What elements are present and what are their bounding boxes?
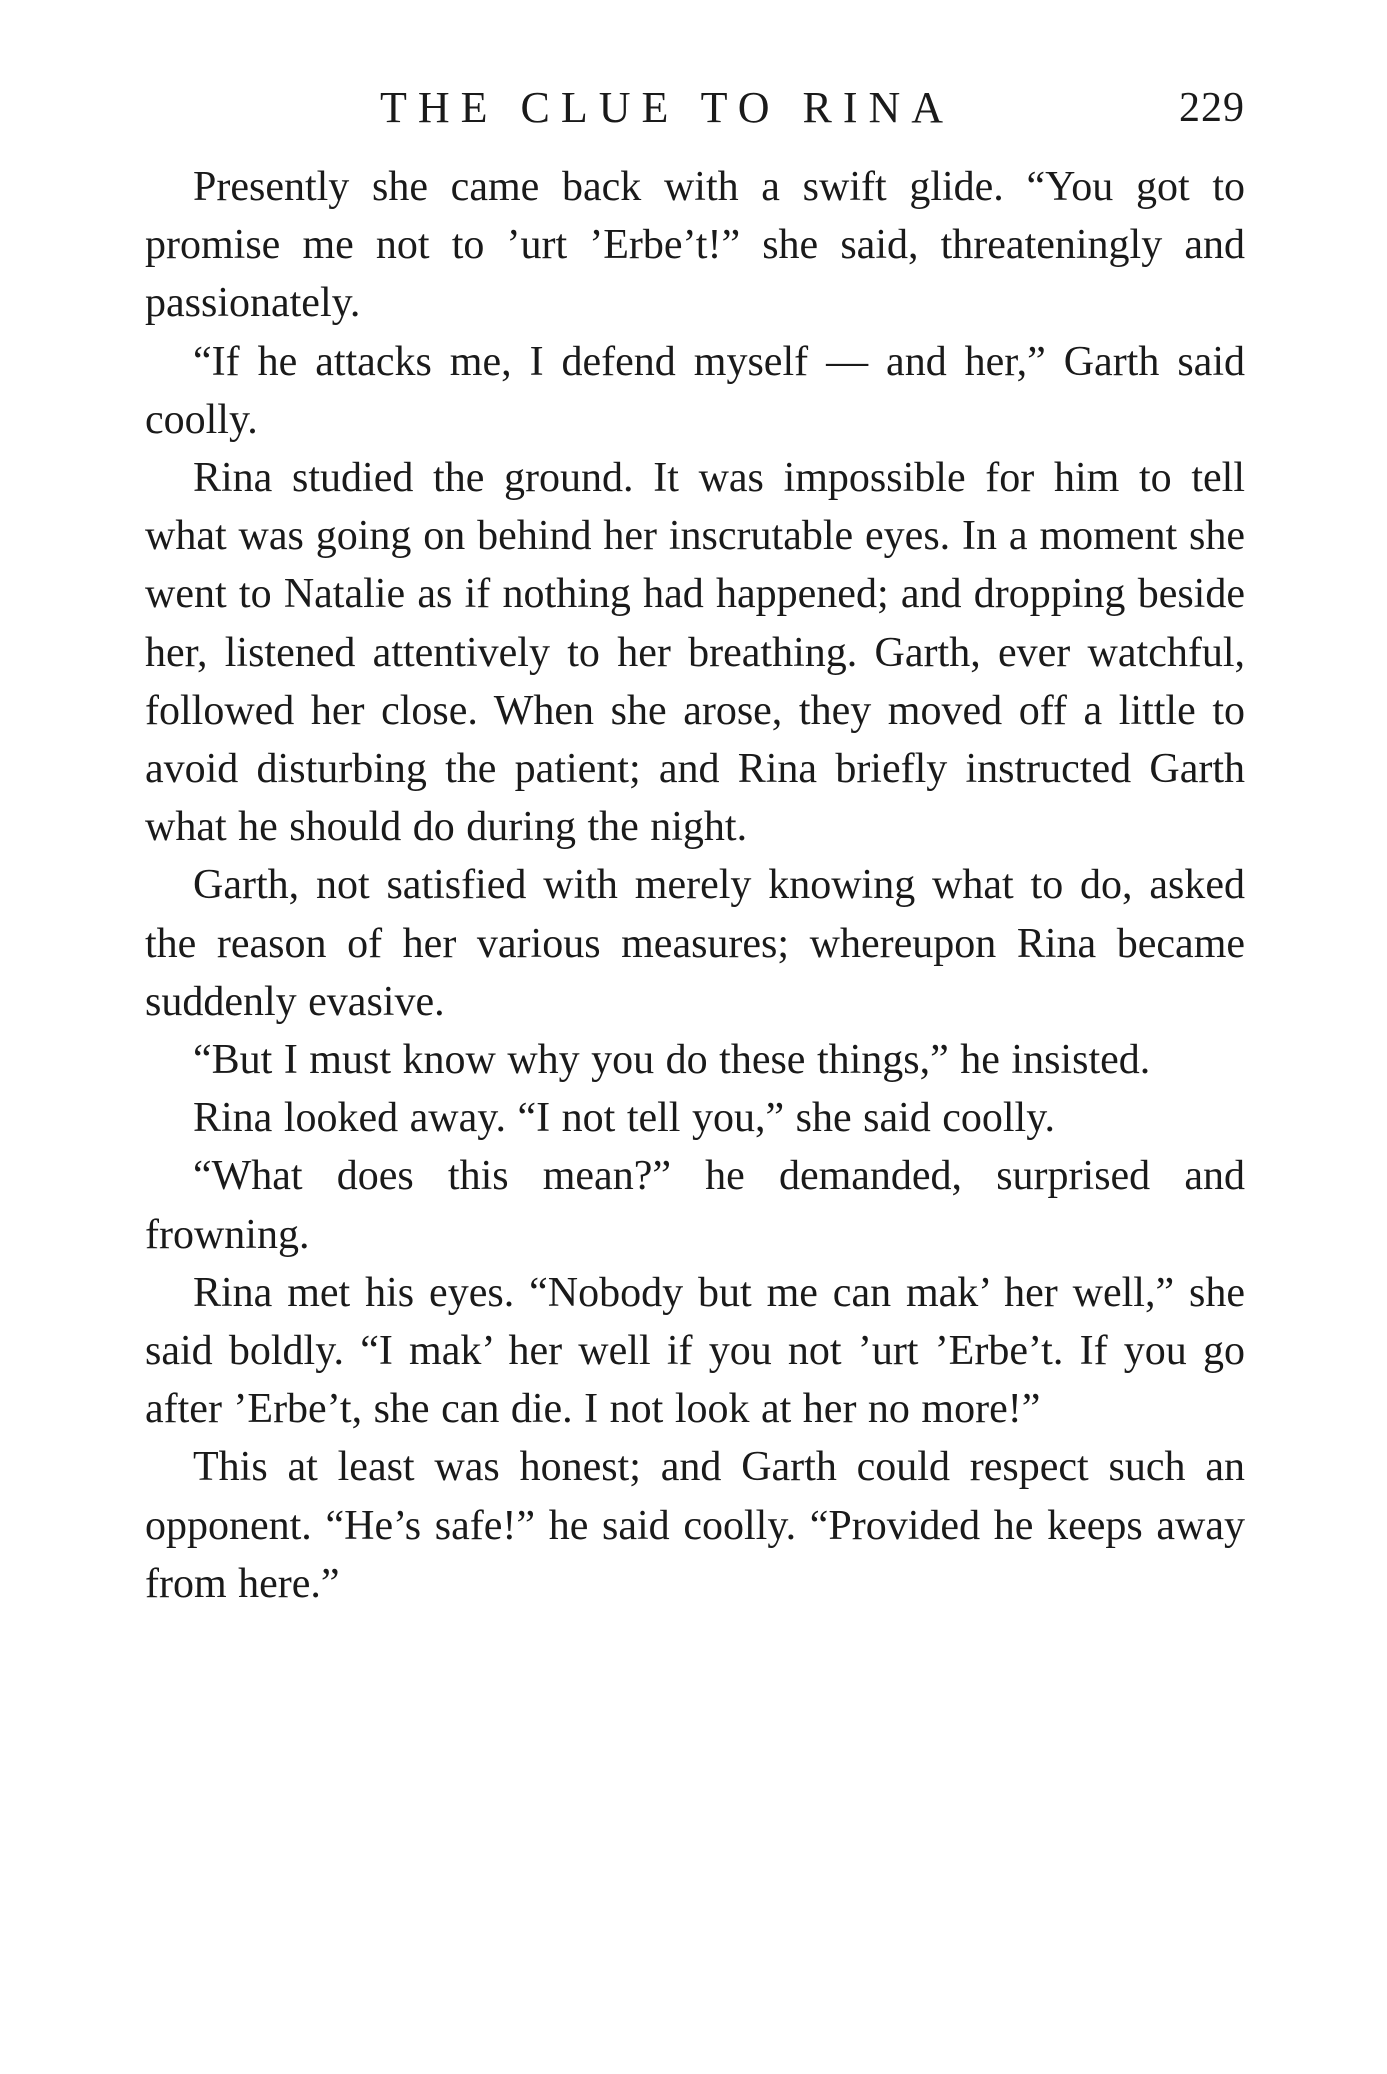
paragraph: Rina studied the ground. It was impossible for him to tell what was going on behind her inscrutable eyes. In a moment she went to Natalie as if nothing had happened; and dropping beside her, listened attentively to her breathing. Garth, ever watchful, followed her close. When she arose, they moved off a little to avoid disturbing the patient; and Rina briefly instructed Garth what he should do during the night. (145, 455, 1245, 851)
paragraph: “If he attacks me, I defend myself — and her,” Garth said coolly. (145, 338, 1245, 443)
paragraph: “But I must know why you do these things,” he insisted. (193, 1037, 1151, 1084)
paragraph: Garth, not satisfied with merely knowing what to do, asked the reason of her various measures; whereupon Rina became suddenly evasive. (145, 862, 1245, 1025)
body-text (145, 158, 1245, 1613)
paragraph: “What does this mean?” he demanded, surprised and frowning. (145, 1153, 1245, 1258)
paragraph: This at least was honest; and Garth could respect such an opponent. “He’s safe!” he said coolly. “Provided he keeps away from here.” (145, 1444, 1245, 1607)
paragraph: Rina looked away. “I not tell you,” she said coolly. (193, 1095, 1056, 1142)
paragraph: Rina met his eyes. “Nobody but me can mak’ her well,” she said boldly. “I mak’ her well if you not ’urt ’Erbe’t. If you go after ’Erbe’t, she can die. I not look at her no more!” (145, 1269, 1245, 1433)
running-title: THE CLUE TO RINA (380, 83, 955, 132)
paragraph: Presently she came back with a swift glide. “You got to promise me not to ’urt ’Erbe’t!” she said, threateningly and passionately. (145, 164, 1245, 327)
running-head (145, 78, 1245, 138)
page-number: 229 (1179, 85, 1245, 131)
